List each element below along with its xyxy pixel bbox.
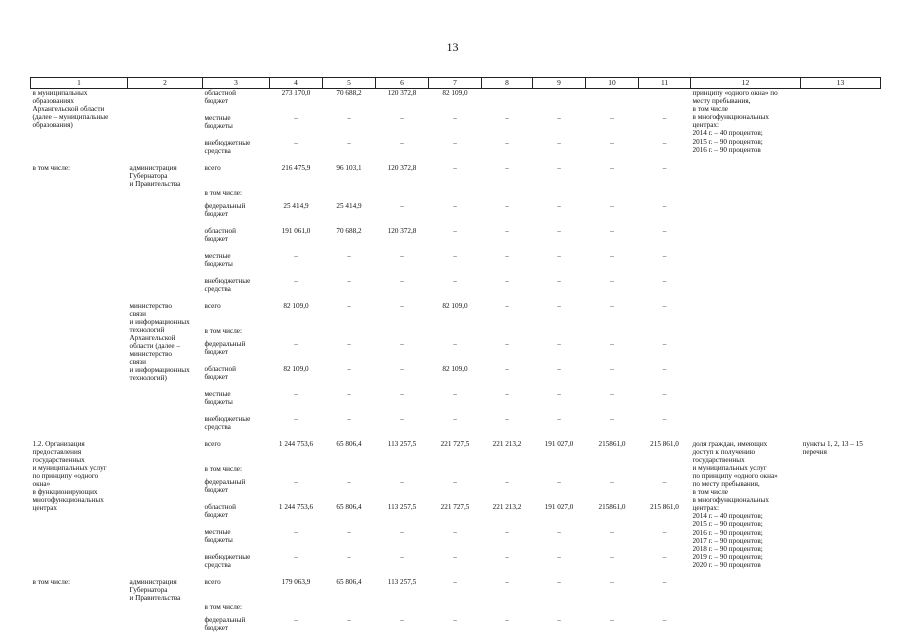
funding-source-cell: федеральный бюджет <box>204 615 246 632</box>
amount-cell: – <box>505 477 509 486</box>
amount-cell: 96 103,1 <box>336 163 362 172</box>
amount-cell: – <box>347 276 351 285</box>
amount-cell: – <box>610 113 614 122</box>
funding-source-cell: федеральный бюджет <box>204 201 246 218</box>
amount-cell <box>482 327 533 340</box>
column-number-7: 7 <box>429 78 482 89</box>
amount-cell: – <box>453 113 457 122</box>
amount-cell <box>270 189 323 202</box>
amount-cell: – <box>557 477 561 486</box>
funding-source-cell: всего <box>204 577 221 586</box>
amount-cell: – <box>347 301 351 310</box>
executor-cell <box>128 440 203 578</box>
amount-cell: – <box>294 389 298 398</box>
amount-cell: – <box>400 389 404 398</box>
amount-cell: – <box>610 364 614 373</box>
amount-cell <box>323 327 376 340</box>
amount-cell: – <box>453 552 457 561</box>
amount-cell: – <box>610 276 614 285</box>
amount-cell: 113 257,5 <box>387 577 417 586</box>
amount-cell: 1 244 753,6 <box>278 502 314 511</box>
amount-cell: – <box>610 138 614 147</box>
amount-cell: – <box>400 138 404 147</box>
amount-cell <box>533 89 586 114</box>
amount-cell: – <box>662 163 667 172</box>
amount-cell <box>482 603 533 616</box>
page-number: 13 <box>446 40 459 54</box>
amount-cell: – <box>453 339 457 348</box>
amount-cell: 221 213,2 <box>492 439 522 448</box>
amount-cell <box>482 189 533 202</box>
amount-cell: – <box>505 226 509 235</box>
amount-cell: – <box>610 339 614 348</box>
amount-cell: – <box>453 389 457 398</box>
amount-cell: – <box>505 301 509 310</box>
amount-cell: 65 806,4 <box>336 502 362 511</box>
amount-cell: – <box>610 552 614 561</box>
amount-cell: – <box>453 577 457 586</box>
amount-cell: – <box>557 138 561 147</box>
budget-table <box>30 77 881 641</box>
funding-source-cell: местные бюджеты <box>204 113 233 130</box>
amount-cell <box>639 189 691 202</box>
funding-source-cell: местные бюджеты <box>204 251 233 268</box>
column-number-4: 4 <box>270 78 323 89</box>
funding-source-cell: всего <box>204 163 221 172</box>
amount-cell: – <box>294 527 298 536</box>
amount-cell: – <box>662 276 667 285</box>
amount-cell: – <box>453 414 457 423</box>
amount-cell: – <box>610 251 614 260</box>
amount-cell <box>270 603 323 616</box>
column-number-2: 2 <box>128 78 203 89</box>
column-number-11: 11 <box>639 78 691 89</box>
indicator-cell <box>691 302 801 440</box>
amount-cell: – <box>505 414 509 423</box>
amount-cell: – <box>557 527 561 536</box>
reference-cell <box>801 164 881 302</box>
indicator-cell: доля граждан, имеющих доступ к получению государственных и муниципальных услуг по принципу «одного окна» по месту пребывания, в том числе в многофункциональных центрах: 2014 г. – 40 процентов; 2015 г. – 90 процентов; 2016 г. – 90 процентов; 2017 г. – 90 процентов; 2018 г. – 90 процентов; 2019 г. – 90 процентов; 2020 г. – 90 процентов <box>692 439 778 569</box>
amount-cell: – <box>662 113 667 122</box>
funding-source-cell: в том числе: <box>204 188 242 197</box>
funding-source-cell: федеральный бюджет <box>204 477 246 494</box>
amount-cell: – <box>453 251 457 260</box>
amount-cell: – <box>400 113 404 122</box>
amount-cell: – <box>453 226 457 235</box>
amount-cell: – <box>453 527 457 536</box>
amount-cell: – <box>453 276 457 285</box>
amount-cell: 113 257,5 <box>387 439 417 448</box>
reference-cell: пункты 1, 2, 13 – 15 перечня <box>802 439 863 456</box>
amount-cell: – <box>294 138 298 147</box>
table-body <box>31 89 881 641</box>
funding-source-cell: областной бюджет <box>204 364 236 381</box>
amount-cell: – <box>505 339 509 348</box>
amount-cell: – <box>557 163 561 172</box>
amount-cell: – <box>662 201 667 210</box>
amount-cell <box>533 327 586 340</box>
amount-cell <box>429 465 482 478</box>
amount-cell: – <box>347 414 351 423</box>
funding-source-cell: внебюджетные средства <box>204 414 251 431</box>
amount-cell: 191 027,0 <box>544 502 574 511</box>
amount-cell: 65 806,4 <box>336 439 362 448</box>
amount-cell: – <box>400 276 404 285</box>
amount-cell <box>586 189 639 202</box>
amount-cell <box>586 465 639 478</box>
amount-cell <box>586 89 639 114</box>
amount-cell: – <box>557 251 561 260</box>
table-row <box>31 89 881 114</box>
measure-name-cell: в муниципальных образованиях Архангельской области (далее – муниципальные образования) <box>32 89 109 130</box>
amount-cell: – <box>505 552 509 561</box>
amount-cell <box>639 603 691 616</box>
amount-cell <box>270 465 323 478</box>
amount-cell: – <box>400 527 404 536</box>
amount-cell: – <box>662 251 667 260</box>
amount-cell: 82 109,0 <box>283 301 309 310</box>
amount-cell <box>429 327 482 340</box>
funding-source-cell: областной бюджет <box>204 89 236 106</box>
amount-cell: – <box>347 527 351 536</box>
amount-cell: – <box>400 477 404 486</box>
amount-cell: – <box>400 251 404 260</box>
amount-cell: – <box>610 389 614 398</box>
funding-source-cell: областной бюджет <box>204 226 236 243</box>
amount-cell: – <box>294 414 298 423</box>
amount-cell: 82 109,0 <box>442 364 468 373</box>
amount-cell <box>533 189 586 202</box>
amount-cell <box>639 327 691 340</box>
column-number-6: 6 <box>376 78 429 89</box>
executor-cell: администрация Губернатора и Правительства <box>129 163 181 188</box>
amount-cell: 82 109,0 <box>283 364 309 373</box>
amount-cell: – <box>557 414 561 423</box>
amount-cell: – <box>453 477 457 486</box>
amount-cell: – <box>557 577 561 586</box>
funding-source-cell: областной бюджет <box>204 502 236 519</box>
funding-source-cell: всего <box>204 301 221 310</box>
amount-cell <box>586 327 639 340</box>
amount-cell: – <box>557 226 561 235</box>
amount-cell: 70 688,2 <box>336 89 362 97</box>
amount-cell: – <box>610 577 614 586</box>
amount-cell: – <box>662 527 667 536</box>
amount-cell: – <box>505 527 509 536</box>
amount-cell: – <box>400 615 404 624</box>
amount-cell: – <box>662 339 667 348</box>
funding-source-cell: местные бюджеты <box>204 527 233 544</box>
amount-cell: – <box>557 389 561 398</box>
amount-cell: – <box>557 364 561 373</box>
amount-cell: – <box>453 615 457 624</box>
amount-cell: – <box>347 138 351 147</box>
amount-cell: – <box>557 201 561 210</box>
amount-cell: – <box>294 552 298 561</box>
column-number-header-row <box>31 78 881 89</box>
column-number-12: 12 <box>691 78 801 89</box>
amount-cell: – <box>505 615 509 624</box>
table-row <box>31 440 881 465</box>
amount-cell: – <box>662 414 667 423</box>
amount-cell: – <box>505 251 509 260</box>
amount-cell: 216 475,9 <box>281 163 311 172</box>
amount-cell <box>429 603 482 616</box>
table-row <box>31 578 881 603</box>
funding-source-cell: местные бюджеты <box>204 389 233 406</box>
amount-cell: – <box>347 364 351 373</box>
measure-name-cell <box>31 302 128 440</box>
amount-cell <box>323 465 376 478</box>
amount-cell: – <box>505 113 509 122</box>
amount-cell: – <box>294 251 298 260</box>
amount-cell: – <box>347 113 351 122</box>
amount-cell: – <box>400 364 404 373</box>
funding-source-cell: внебюджетные средства <box>204 276 251 293</box>
indicator-cell: принципу «одного окна» по месту пребывания, в том числе в многофункциональных центрах: 2014 г. – 40 процентов; 2015 г. – 90 процентов; 2016 г. – 90 процентов <box>692 89 778 154</box>
amount-cell: 273 170,0 <box>281 89 311 97</box>
funding-source-cell: федеральный бюджет <box>204 339 246 356</box>
funding-source-cell: в том числе: <box>204 464 242 473</box>
amount-cell: 221 727,5 <box>440 439 470 448</box>
amount-cell: 191 027,0 <box>544 439 574 448</box>
amount-cell <box>533 465 586 478</box>
column-number-3: 3 <box>203 78 270 89</box>
amount-cell: – <box>557 339 561 348</box>
amount-cell: – <box>294 339 298 348</box>
amount-cell: 215861,0 <box>598 502 626 511</box>
reference-cell <box>801 578 881 641</box>
amount-cell: 1 244 753,6 <box>278 439 314 448</box>
amount-cell: – <box>294 276 298 285</box>
funding-source-cell: в том числе: <box>204 326 242 335</box>
amount-cell: – <box>347 251 351 260</box>
amount-cell: – <box>662 138 667 147</box>
amount-cell <box>586 603 639 616</box>
amount-cell: 215 861,0 <box>650 439 679 448</box>
measure-name-cell: 1.2. Организация предоставления государственных и муниципальных услуг по принципу «одного окна» в функционирующих многофункциональных центрах <box>32 439 107 513</box>
amount-cell: – <box>610 527 614 536</box>
amount-cell: – <box>662 389 667 398</box>
amount-cell <box>270 327 323 340</box>
amount-cell <box>376 603 429 616</box>
table-row <box>31 302 881 327</box>
amount-cell: – <box>557 276 561 285</box>
amount-cell: – <box>347 389 351 398</box>
amount-cell: – <box>505 364 509 373</box>
amount-cell: – <box>610 201 614 210</box>
amount-cell: – <box>557 552 561 561</box>
measure-name-cell: в том числе: <box>32 577 70 586</box>
amount-cell: – <box>557 301 561 310</box>
amount-cell: 120 372,8 <box>387 226 417 235</box>
amount-cell <box>639 465 691 478</box>
amount-cell: 191 061,0 <box>281 226 311 235</box>
indicator-cell <box>691 164 801 302</box>
amount-cell: – <box>347 615 351 624</box>
amount-cell <box>323 189 376 202</box>
measure-name-cell: в том числе: <box>32 163 70 172</box>
amount-cell <box>376 189 429 202</box>
column-number-5: 5 <box>323 78 376 89</box>
funding-source-cell: в том числе: <box>204 602 242 611</box>
amount-cell <box>429 189 482 202</box>
reference-cell <box>801 89 881 164</box>
amount-cell: – <box>662 552 667 561</box>
amount-cell: 120 372,8 <box>387 89 417 97</box>
amount-cell: 65 806,4 <box>336 577 362 586</box>
amount-cell: – <box>610 226 614 235</box>
column-number-10: 10 <box>586 78 639 89</box>
amount-cell: – <box>400 552 404 561</box>
amount-cell: – <box>662 577 667 586</box>
amount-cell: 82 109,0 <box>442 301 468 310</box>
amount-cell: – <box>453 138 457 147</box>
amount-cell: – <box>662 226 667 235</box>
amount-cell: – <box>453 163 457 172</box>
amount-cell <box>482 465 533 478</box>
amount-cell: – <box>294 615 298 624</box>
indicator-cell <box>691 578 801 641</box>
amount-cell: – <box>662 615 667 624</box>
amount-cell: – <box>610 163 614 172</box>
amount-cell: 215 861,0 <box>650 502 679 511</box>
amount-cell: – <box>347 552 351 561</box>
amount-cell: – <box>294 113 298 122</box>
amount-cell: 179 063,9 <box>281 577 311 586</box>
amount-cell <box>482 89 533 114</box>
amount-cell: – <box>505 389 509 398</box>
amount-cell: – <box>347 477 351 486</box>
executor-cell <box>128 89 203 164</box>
table-row <box>31 164 881 189</box>
funding-source-cell: внебюджетные средства <box>204 138 251 155</box>
amount-cell: – <box>347 339 351 348</box>
amount-cell: – <box>557 615 561 624</box>
amount-cell: – <box>400 301 404 310</box>
amount-cell: – <box>453 201 457 210</box>
amount-cell: 25 414,9 <box>283 201 309 210</box>
amount-cell: 120 372,8 <box>387 163 417 172</box>
amount-cell: – <box>505 163 509 172</box>
amount-cell: – <box>505 577 509 586</box>
amount-cell: 221 213,2 <box>492 502 522 511</box>
funding-source-cell: всего <box>204 439 221 448</box>
amount-cell: 113 257,5 <box>387 502 417 511</box>
executor-cell: администрация Губернатора и Правительства <box>129 577 181 602</box>
funding-source-cell: внебюджетные средства <box>204 552 251 569</box>
amount-cell <box>639 89 691 114</box>
amount-cell: – <box>610 615 614 624</box>
column-number-1: 1 <box>31 78 128 89</box>
amount-cell <box>376 465 429 478</box>
amount-cell: – <box>400 339 404 348</box>
amount-cell: – <box>400 201 404 210</box>
amount-cell: – <box>505 201 509 210</box>
amount-cell: 25 414,9 <box>336 201 362 210</box>
amount-cell: 70 688,2 <box>336 226 362 235</box>
amount-cell <box>376 327 429 340</box>
amount-cell: 82 109,0 <box>442 89 468 97</box>
amount-cell: – <box>557 113 561 122</box>
amount-cell <box>323 603 376 616</box>
amount-cell: – <box>505 276 509 285</box>
amount-cell: – <box>610 301 614 310</box>
amount-cell: – <box>505 138 509 147</box>
amount-cell: – <box>662 364 667 373</box>
amount-cell: – <box>294 477 298 486</box>
reference-cell <box>801 302 881 440</box>
amount-cell: – <box>610 414 614 423</box>
amount-cell: – <box>662 301 667 310</box>
column-number-13: 13 <box>801 78 881 89</box>
amount-cell: – <box>662 477 667 486</box>
amount-cell: 215861,0 <box>598 439 626 448</box>
executor-cell: министерство связи и информационных технологий Архангельской области (далее – министерство связи и информационных технологий) <box>129 301 190 383</box>
amount-cell: – <box>400 414 404 423</box>
amount-cell: 221 727,5 <box>440 502 470 511</box>
column-number-9: 9 <box>533 78 586 89</box>
column-number-8: 8 <box>482 78 533 89</box>
amount-cell: – <box>610 477 614 486</box>
amount-cell <box>533 603 586 616</box>
